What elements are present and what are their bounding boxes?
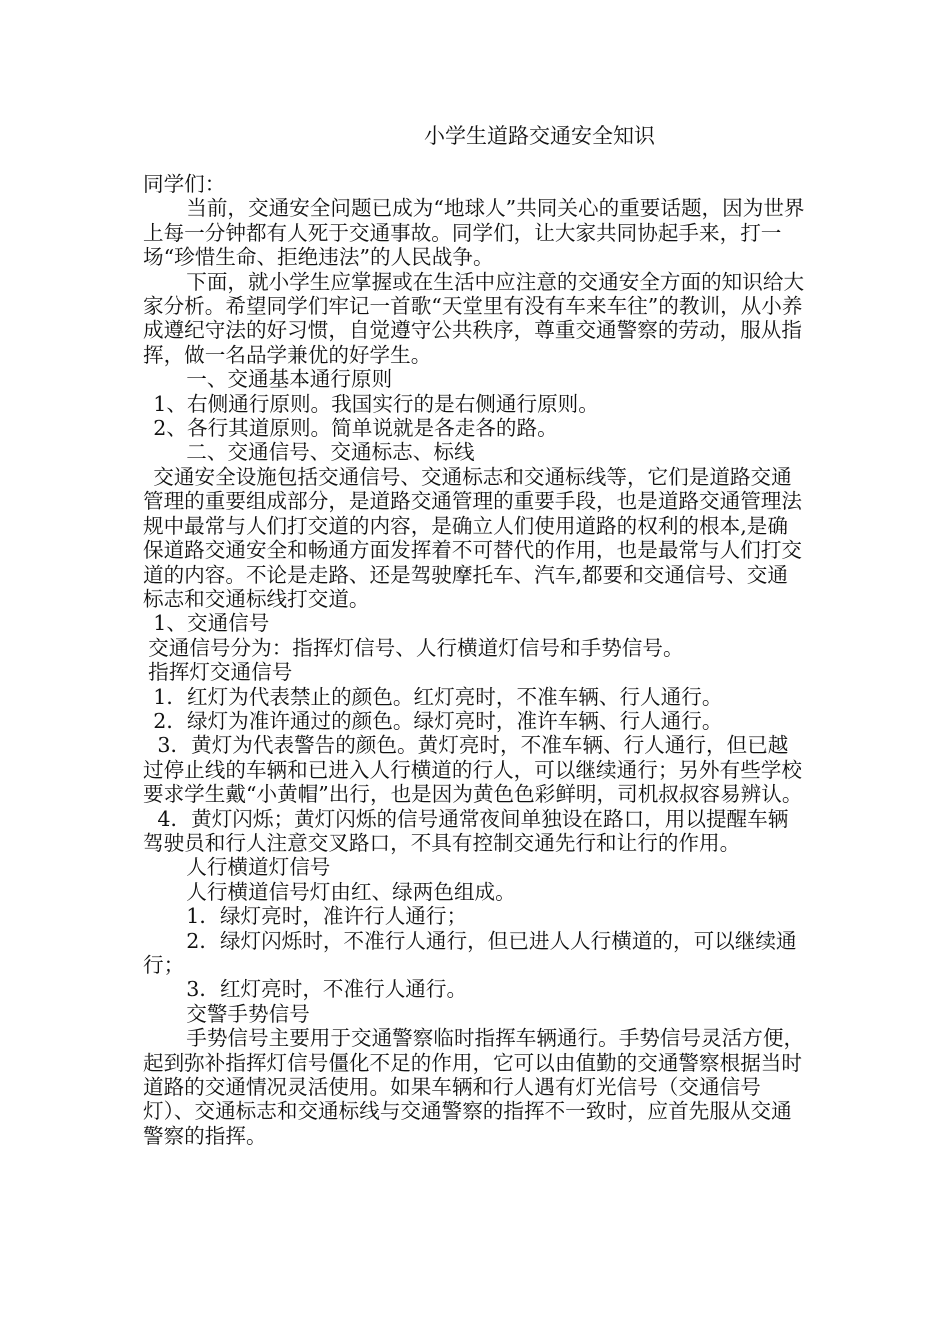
list-item-red-light: 1．红灯为代表禁止的颜色。红灯亮时，不准车辆、行人通行。 xyxy=(153,684,723,709)
list-item-crosswalk-green-flashing: 2．绿灯闪烁时，不准行人通行，但已进人人行横道的，可以继续通行； xyxy=(143,928,797,977)
subheading-police-hand-signals: 交警手势信号 xyxy=(186,1001,310,1026)
section-heading-basic-principles: 一、交通基本通行原则 xyxy=(186,367,393,392)
list-item-crosswalk-red: 3．红灯亮时，不准行人通行。 xyxy=(186,977,468,1002)
section-heading-signals-signs: 二、交通信号、交通标志、标线 xyxy=(186,440,475,465)
document-body xyxy=(143,172,808,1148)
document-title: 小学生道路交通安全知识 xyxy=(424,124,655,148)
subheading-traffic-signals: 1、交通信号 xyxy=(153,611,270,636)
list-item-right-side-rule: 1、右侧通行原则。我国实行的是右侧通行原则。 xyxy=(153,391,599,416)
list-item-yellow-light: 3．黄灯为代表警告的颜色。黄灯亮时，不准车辆、行人通行，但已越过停止线的车辆和已进入人行横道的行人，可以继续通行；另外有些学校要求学生戴“小黄帽”出行，也是因为黄色色彩鲜明，司机叔叔容易辨认。 xyxy=(143,733,803,807)
list-item-crosswalk-green: 1．绿灯亮时，准许行人通行； xyxy=(186,904,468,929)
paragraph-greeting: 同学们： xyxy=(143,172,226,196)
paragraph-intro: 当前，交通安全问题已成为“地球人”共同关心的重要话题，因为世界上每一分钟都有人死于交通事故。同学们，让大家共同协起手来，打一场“珍惜生命、拒绝违法”的人民战争。 xyxy=(143,196,805,270)
subheading-command-lights: 指挥灯交通信号 xyxy=(148,660,293,685)
paragraph-hand-signals: 手势信号主要用于交通警察临时指挥车辆通行。手势信号灵活方便，起到弥补指挥灯信号僵化不足的作用，它可以由值勤的交通警察根据当时道路的交通情况灵活使用。如果车辆和行人遇有灯光信号（交通信号灯）、交通标志和交通标线与交通警察的指挥不一致时，应首先服从交通警察的指挥。 xyxy=(143,1026,805,1148)
paragraph-safety-facilities: 交通安全设施包括交通信号、交通标志和交通标线等，它们是道路交通管理的重要组成部分，是道路交通管理的重要手段，也是道路交通管理法规中最常与人们打交道的内容，是确立人们使用道路的权利的根本,是确保道路交通安全和畅通方面发挥着不可替代的作用，也是最常与人们打交道的内容。不论是走路、还是驾驶摩托车、汽车,都要和交通信号、交通标志和交通标线打交道。 xyxy=(143,464,802,611)
list-item-yellow-flashing: 4．黄灯闪烁；黄灯闪烁的信号通常夜间单独设在路口，用以提醒车辆驾驶员和行人注意交叉路口，不具有控制交通先行和让行的作用。 xyxy=(143,806,789,855)
list-item-green-light: 2．绿灯为准许通过的颜色。绿灯亮时，准许车辆、行人通行。 xyxy=(153,708,723,733)
paragraph-signal-types: 交通信号分为：指挥灯信号、人行横道灯信号和手势信号。 xyxy=(148,635,684,660)
paragraph-crosswalk-colors: 人行横道信号灯由红、绿两色组成。 xyxy=(186,879,516,904)
list-item-separate-lanes-rule: 2、各行其道原则。简单说就是各走各的路。 xyxy=(153,416,558,441)
paragraph-purpose: 下面，就小学生应掌握或在生活中应注意的交通安全方面的知识给大家分析。希望同学们牢记一首歌“天堂里有没有车来车往”的教训，从小养成遵纪守法的好习惯，自觉遵守公共秩序，尊重交通警察的劳动，服从指挥，做一名品学兼优的好学生。 xyxy=(143,269,805,367)
subheading-crosswalk-lights: 人行横道灯信号 xyxy=(186,855,331,880)
